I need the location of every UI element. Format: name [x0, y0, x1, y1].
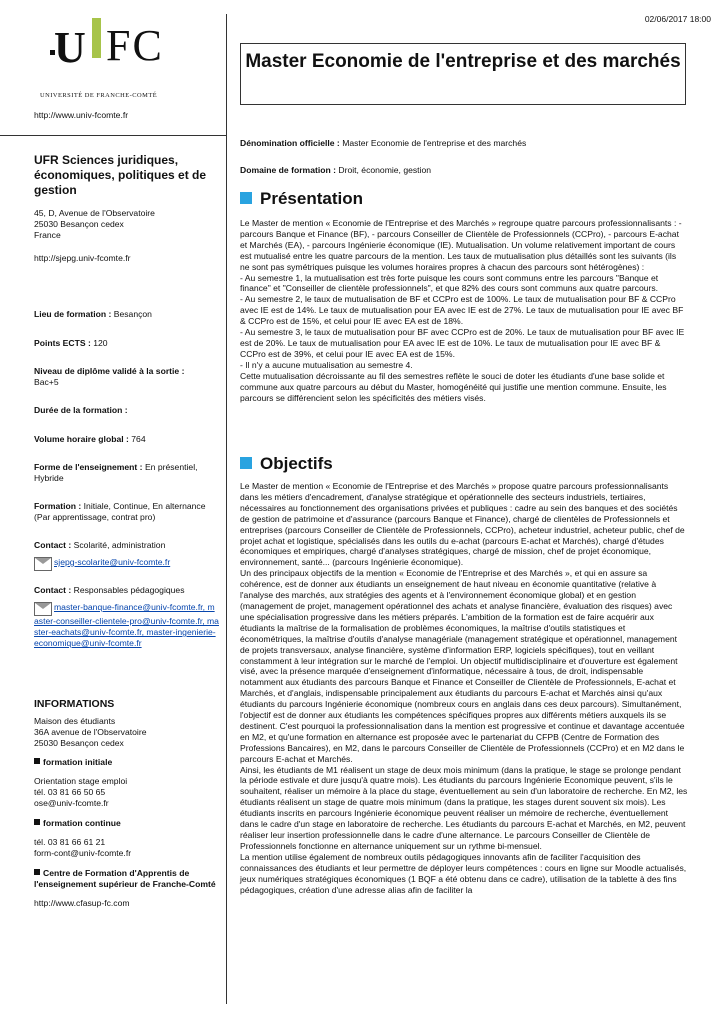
logo-u: U — [54, 23, 86, 72]
presentation-paragraph: - Au semestre 3, le taux de mutualisation pour BF avec CCPro est de 20%. Le taux de mutualisation pour BF avec IE est de 20%. Le taux de mutualisation pour EA avec IE est de 10%. Le taux de mutualisation pour IE avec BF & CCPro est de 39%, et celui pour IE avec EA est de 15%. — [240, 327, 685, 359]
niveau-value: Bac+5 — [34, 377, 59, 387]
page-title: Master Economie de l'entreprise et des marchés — [245, 51, 681, 72]
presentation-heading — [240, 189, 363, 209]
presentation-title: Présentation — [260, 189, 363, 208]
objectifs-title: Objectifs — [260, 454, 333, 473]
address-line: 25030 Besançon cedex — [34, 219, 124, 229]
presentation-paragraph: - Au semestre 2, le taux de mutualisation de BF et CCPro est de 100%. Le taux de mutualisation pour BF & CCPro avec IE est de 14%. Le taux de mutualisation pour EA avec IE est de 27%. Le taux de mutualisation pour IE avec BF & CCPro est de 15%, et celui pour IE avec EA est de 18%. — [240, 294, 684, 327]
presentation-body — [240, 218, 688, 403]
formation-continue-contact — [34, 837, 219, 859]
niveau-diplome — [34, 366, 219, 388]
objectifs-paragraph: Le Master de mention « Economie de l'Entreprise et des Marchés » propose quatre parcours professionnalisants dans les métiers d'encadrement, d'analyse stratégique et opérationnelle des secteurs industriels, tertiaires, nécessaires au fonctionnement des organisations privées et publiques : cadre au sein des banques et des sociétés de gestion de patrimoine et d'assurance (parcours Banque et Finance), chargé de clientèles de Professionnels et entreprises (parcours Conseiller de Clientèle de Professionnels, CCPro), acheteur industriel, acheteur public, chef de projet achat et logistique, spécialisés dans les outils du e-achat (parcours E-achat et Marchés), chargé d'études économiques et empiriques, chargé d'analyses stratégiques, chargé de mission, chef de projet économique, environnement, santé... (parcours Ingénierie économique). — [240, 481, 685, 568]
niveau-label: Niveau de diplôme validé à la sortie : — [34, 366, 185, 376]
ufr-url[interactable]: http://sjepg.univ-fcomte.fr — [34, 253, 131, 263]
mail-icon — [34, 602, 52, 616]
column-divider — [226, 14, 227, 1004]
volume-horaire — [34, 434, 219, 445]
domaine-label: Domaine de formation : — [240, 165, 336, 175]
contact-value: Scolarité, administration — [73, 540, 166, 550]
fc-line: tél. 03 81 66 61 21 — [34, 837, 106, 847]
bullet-square-icon — [34, 758, 40, 764]
objectifs-body — [240, 481, 688, 895]
volume-value: 764 — [131, 434, 146, 444]
section-square-icon — [240, 192, 252, 204]
lieu-value: Besançon — [113, 309, 152, 319]
forme-label: Forme de l'enseignement : — [34, 462, 143, 472]
presentation-paragraph: - Au semestre 1, la mutualisation est très forte puisque les cours sont communs entre les parcours "Banque et finance" et "Conseiller de clientèle professionnels", et que 82% des cours sont communs aux quatre parcours. — [240, 272, 659, 294]
formation-type — [34, 501, 219, 523]
university-url[interactable]: http://www.univ-fcomte.fr — [34, 110, 129, 120]
formation-continue-title — [34, 818, 219, 829]
fi-line: tél. 03 81 66 50 65 — [34, 787, 106, 797]
volume-label: Volume horaire global : — [34, 434, 129, 444]
logo-university-name: UNIVERSITÉ DE FRANCHE-COMTÉ — [40, 92, 158, 99]
responsables-email-row — [34, 602, 219, 649]
print-date: 02/06/2017 18:00 — [644, 14, 711, 24]
ufr-title: UFR Sciences juridiques, économiques, politiques et de gestion — [34, 153, 207, 197]
address-line: France — [34, 230, 61, 240]
cfa-url[interactable]: http://www.cfasup-fc.com — [34, 898, 130, 908]
formation-initiale-label: formation initiale — [43, 757, 113, 767]
objectifs-paragraph: Un des principaux objectifs de la mention « Economie de l'Entreprise et des Marchés », et qui en assure sa cohérence, est de donner aux étudiants un enseignement de haut niveau en économie quantitative (relative à l'analyse des marchés, aux stratégies des agents et à l'environnement économique global) et en gestion (management de projet, management opérationnel des achats et analyse financière, évaluation des risques) avec une spécialisation progressive dans les métiers préparés. L'ambition de la formation est de faire acquérir aux étudiants la maîtrise de la formalisation de problèmes économiques, la maîtrise d'outils statistiques et économétriques, la maîtrise d'outils d'analyse managériale (management stratégique et opérationnel, management de projets transversaux, analyse financière, système d'information ERP, logiciels spécifiques), tout en veillant constamment à leur intégration sur le marché de l'emploi. Un objectif multidisciplinaire et d'ouverture est également visé, avec la présence marquée d'enseignement d'informatique, nécessaire à tous, de droit, indispensable notamment aux étudiants des parcours Banque et Finance et Conseiller de Clientèle de Professionnels, E-achat et Marchés, et d'anglais, indispensable principalement aux étudiants du parcours E-achat et Marchés ainsi qu'aux étudiants du parcours Ingénierie économique (nombreux cours en anglais dans ces deux parcours). Simultanément, l'objectif est de donner aux étudiants les compétences spécifiques propres aux différents métiers auxquels ils se destinent. C'est pourquoi la professionnalisation dans la mention est progressive et continue et davantage accentuée en M2, et qu'une formation en alternance est proposée avec le partenariat du CFPB (Centre de Formation des Professions Bancaires), en M2, dans le parcours Conseiller de Clientèle de Professionnels (CCPro) et en M2 dans le parcours E-achat et Marchés. — [240, 568, 685, 764]
formation-initiale-contact — [34, 776, 219, 809]
section-square-icon — [240, 457, 252, 469]
formation-label: Formation : — [34, 501, 82, 511]
formation-continue-label: formation continue — [43, 818, 121, 828]
info-address-line: 36A avenue de l'Observatoire — [34, 727, 147, 737]
address-line: 45, D, Avenue de l'Observatoire — [34, 208, 155, 218]
forme-enseignement — [34, 462, 219, 484]
contact-email-row — [34, 557, 219, 571]
contact-label: Contact : — [34, 540, 72, 550]
info-address — [34, 716, 219, 749]
denomination — [240, 138, 688, 149]
objectifs-paragraph: Ainsi, les étudiants de M1 réalisent un stage de deux mois minimum (dans la pratique, le stage se prolonge pendant la période estivale et dure jusqu'à quatre mois). Les étudiants du parcours Ingénierie Economique peuvent, s'ils le souhaitent, réaliser un mémoire à la place du stage, éventuellement au sein d'un laboratoire de recherche. En M2, les étudiants réalisent un stage de quatre mois minimum (dans la pratique, les stages durent souvent six mois). Les étudiants inscrits en parcours Ingénierie économique peuvent réaliser un mémoire de recherche, éventuellement dans le cadre d'un stage en laboratoire de recherche. Les étudiants du parcours E-achat et Marchés, en M2, peuvent réaliser leur insertion professionnelle dans le cadre d'une alternance. Le parcours Conseiller de Clientèle de Professionnels fonctionne en alternance uniquement sur un rythme bi-mensuel. — [240, 764, 688, 851]
denomination-value: Master Economie de l'entreprise et des marchés — [342, 138, 527, 148]
duree-label: Durée de la formation : — [34, 405, 128, 415]
left-separator — [0, 135, 226, 136]
responsables-email-links[interactable]: master-banque-finance@univ-fcomte.fr, master-conseiller-clientele-pro@univ-fcomte.fr, master-eachats@univ-fcomte.fr, master-ingenierie-economique@univ-fcomte.fr — [34, 602, 219, 648]
fi-line: Orientation stage emploi — [34, 776, 128, 786]
ects-label: Points ECTS : — [34, 338, 91, 348]
objectifs-heading — [240, 454, 333, 474]
lieu-label: Lieu de formation : — [34, 309, 112, 319]
formation-value: Initiale, Continue, En alternance (Par apprentissage, contrat pro) — [34, 501, 206, 522]
info-address-line: Maison des étudiants — [34, 716, 116, 726]
contact-responsables — [34, 585, 219, 596]
presentation-paragraph: Cette mutualisation décroissante au fil des semestres reflète le souci de doter les étudiants d'une base solide et commune aux quatre parcours au début du Master, homogénéité qui justifie une mention commune. Ensuite, les parcours se différencient selon les spécificités des métiers visés. — [240, 370, 667, 403]
domaine — [240, 165, 688, 176]
lieu-formation — [34, 309, 219, 320]
fi-line: ose@univ-fcomte.fr — [34, 798, 109, 808]
forme-value: En présentiel, Hybride — [34, 462, 198, 483]
ufr-address — [34, 208, 219, 241]
info-address-line: 25030 Besançon cedex — [34, 738, 124, 748]
denomination-label: Dénomination officielle : — [240, 138, 340, 148]
informations-title: INFORMATIONS — [34, 698, 115, 710]
ufc-logo — [40, 14, 219, 104]
bullet-square-icon — [34, 819, 40, 825]
logo-green-bar — [92, 18, 101, 58]
presentation-paragraph: Le Master de mention « Economie de l'Entreprise et des Marchés » regroupe quatre parcours professionnalisants : - parcours Banque et Finance (BF), - parcours Conseiller de Clientèle de Professionnels (CCPro), - parcours E-achat et Marchés (EA), - parcours Ingénierie économique (IE). Mutualisation. Un volume relativement important de cours est mutualisé entre les quatre parcours de la mention. Les taux de mutualisation plus détaillés sont les suivants (ils ne sont pas symétriques puisque les volumes horaires propres à chacun des parcours sont hétérogènes) : — [240, 218, 682, 272]
cfa-title — [34, 868, 219, 890]
contact-scolarite — [34, 540, 219, 551]
mail-icon — [34, 557, 52, 571]
left-column — [34, 14, 219, 909]
fc-line: form-cont@univ-fcomte.fr — [34, 848, 132, 858]
points-ects — [34, 338, 219, 349]
page-title-box — [240, 43, 686, 105]
bullet-square-icon — [34, 869, 40, 875]
logo-fc: FC — [106, 21, 164, 70]
ects-value: 120 — [93, 338, 108, 348]
contact-label: Contact : — [34, 585, 72, 595]
domaine-value: Droit, économie, gestion — [338, 165, 432, 175]
contact-value: Responsables pédagogiques — [73, 585, 185, 595]
objectifs-paragraph: La mention utilise également de nombreux outils pédagogiques innovants afin de faciliter l'acquisition des connaissances des étudiants et leur permettre de déployer leurs compétences : cours en ligne sur Moodle actualisés, jeux numériques stratégiques économiques (1 BQF a été obtenu dans ce cadre), utilisation de la tablette à des fins pédagogiques, création d'une adresse alias afin de faciliter la — [240, 851, 687, 895]
scolarite-email-link[interactable]: sjepg-scolarite@univ-fcomte.fr — [54, 557, 171, 567]
presentation-paragraph: - Il n'y a aucune mutualisation au semestre 4. — [240, 359, 413, 370]
cfa-label: Centre de Formation d'Apprentis de l'enseignement supérieur de Franche-Comté — [34, 868, 216, 889]
formation-initiale-title — [34, 757, 219, 768]
